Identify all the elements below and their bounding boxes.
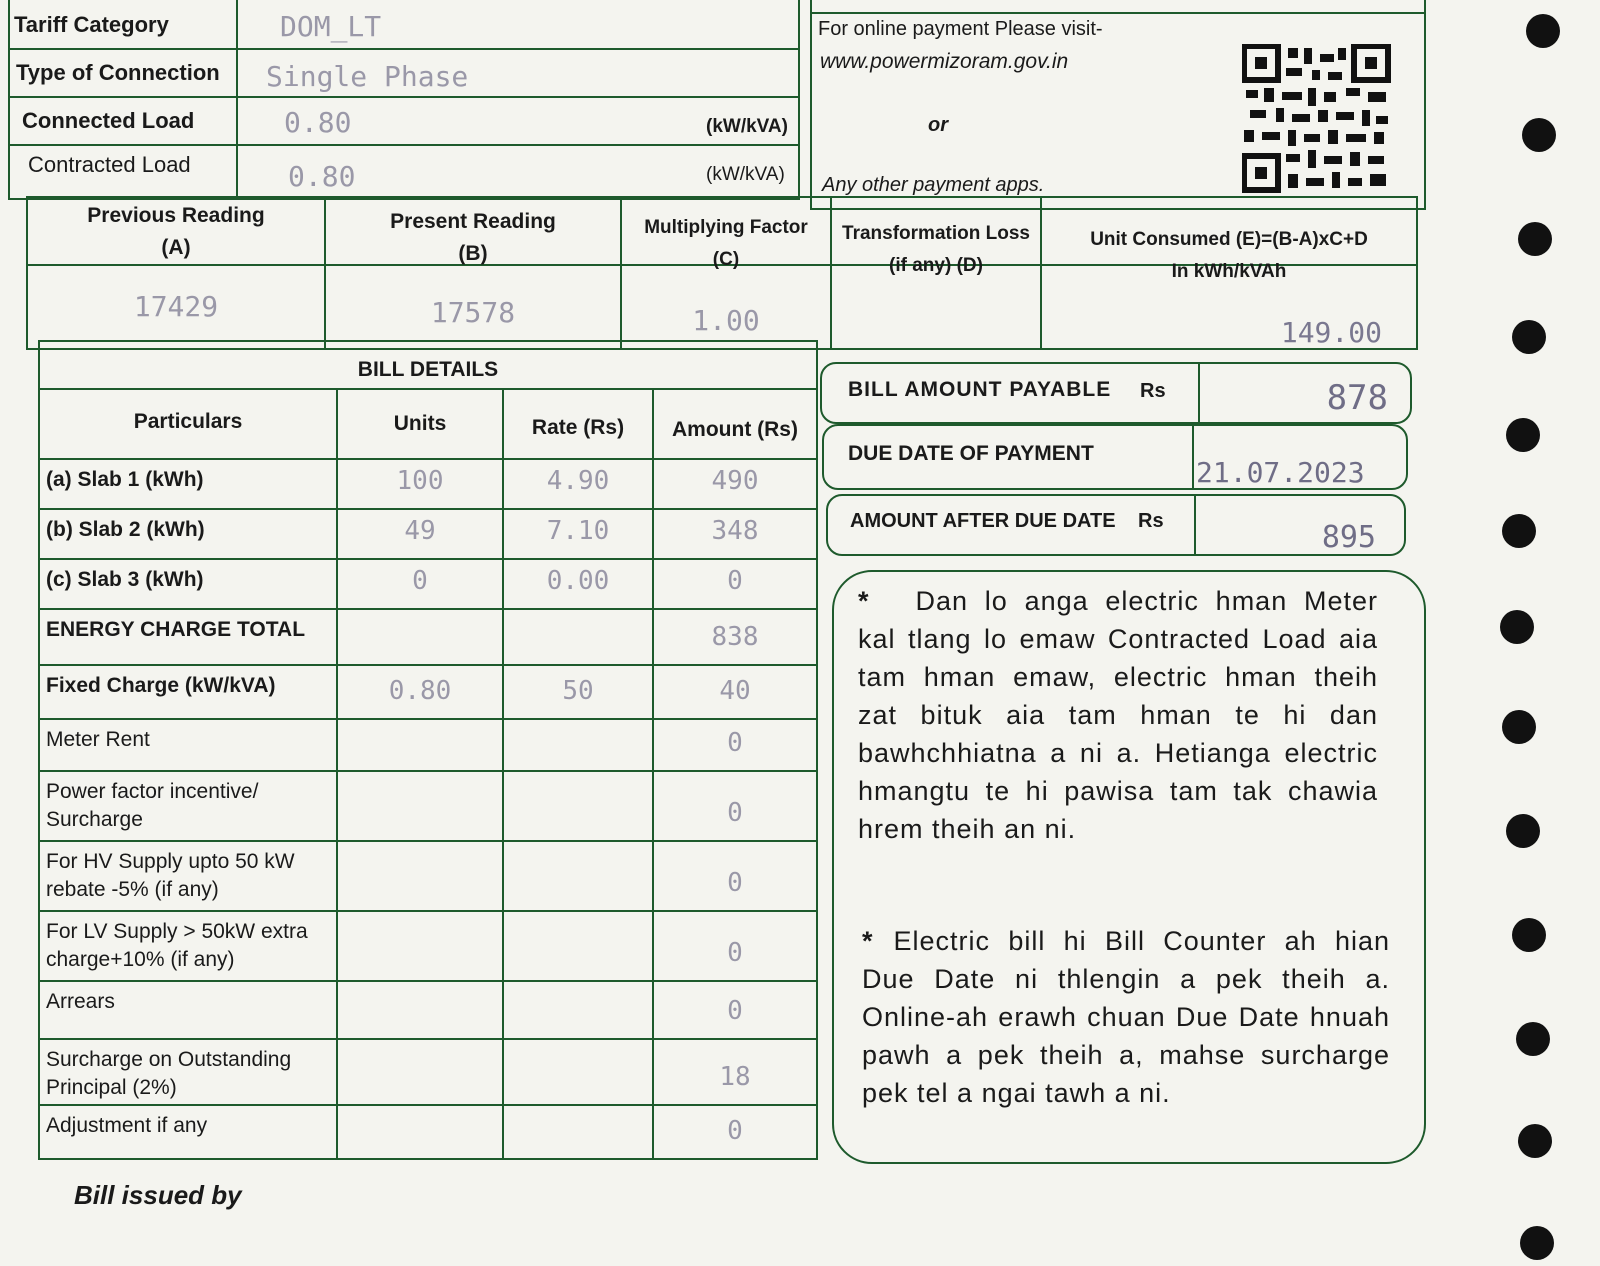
- connection-info-table: [8, 0, 800, 200]
- after-due-label: AMOUNT AFTER DUE DATE: [850, 510, 1116, 532]
- bill-amount-box: [820, 362, 1412, 424]
- contracted-load-row: [10, 146, 798, 198]
- note-bullet: *: [858, 586, 870, 616]
- header-unit-consumed: Unit Consumed (E)=(B-A)xC+D In kWh/kVAh: [1090, 229, 1368, 282]
- binder-hole: [1502, 514, 1536, 548]
- binder-hole: [1512, 918, 1546, 952]
- binder-hole: [1520, 1226, 1554, 1260]
- row-particular: (a) Slab 1 (kWh): [46, 468, 204, 491]
- row-amount: 0: [727, 938, 743, 968]
- row-amount: 490: [711, 466, 759, 496]
- row-particular: (c) Slab 3 (kWh): [46, 568, 204, 591]
- connected-load-unit: (kW/kVA): [706, 116, 788, 137]
- header-present-reading: Present Reading (B): [390, 210, 556, 265]
- table-row: [40, 1104, 816, 1158]
- payment-apps: Any other payment apps.: [822, 174, 1045, 196]
- row-particular: For HV Supply upto 50 kW rebate -5% (if any): [46, 850, 295, 901]
- after-due-value-box: [1194, 496, 1404, 554]
- column-rate: Rate (Rs): [531, 416, 625, 439]
- payment-or: or: [928, 114, 948, 136]
- bill-issued-by: Bill issued by: [74, 1180, 242, 1210]
- row-amount: 40: [719, 676, 751, 706]
- meter-reading-table: [26, 196, 1418, 350]
- row-units: 100: [396, 466, 444, 496]
- table-row: [40, 558, 816, 608]
- binder-hole: [1500, 610, 1534, 644]
- row-particular: Meter Rent: [46, 728, 150, 751]
- connection-type-row: [10, 50, 798, 98]
- contracted-load-label: Contracted Load: [28, 152, 191, 177]
- binder-hole: [1506, 418, 1540, 452]
- table-row: [40, 980, 816, 1038]
- note-1-text: Dan lo anga electric hman Meter kal tlang lo emaw Contracted Load aia tam hman emaw, electric hman theih zat bituk aia tam hman te hi dan bawhchhiatna a ni a. Hetianga electric hmangtu te hi pawisa tam tak chawia hrem theih an ni.: [858, 586, 1378, 844]
- bill-amount-value: 878: [1326, 378, 1388, 418]
- due-date-value-box: [1192, 426, 1406, 488]
- row-particular: (b) Slab 2 (kWh): [46, 518, 205, 541]
- header-multiplying-factor: Multiplying Factor (C): [644, 217, 808, 270]
- note-1: [858, 582, 1378, 848]
- bill-details-title: BILL DETAILS: [357, 358, 499, 381]
- table-row: [40, 840, 816, 910]
- binder-hole: [1516, 1022, 1550, 1056]
- binder-hole: [1518, 1124, 1552, 1158]
- row-amount: 0: [727, 996, 743, 1026]
- binder-hole: [1526, 14, 1560, 48]
- due-date-value: 21.07.2023: [1196, 456, 1365, 489]
- table-row: [40, 1038, 816, 1104]
- payment-line1: For online payment Please visit-: [818, 18, 1103, 40]
- row-amount: 0: [727, 868, 743, 898]
- table-row: [40, 608, 816, 664]
- row-rate: 50: [562, 676, 594, 706]
- bill-amount-label: BILL AMOUNT PAYABLE: [848, 378, 1112, 401]
- notes-box: [832, 570, 1426, 1164]
- connected-load-row: [10, 98, 798, 146]
- contracted-load-unit: (kW/kVA): [706, 164, 785, 185]
- multiplying-factor-value: 1.00: [692, 304, 760, 337]
- binder-hole: [1518, 222, 1552, 256]
- row-rate: 0.00: [546, 566, 610, 596]
- row-amount: 18: [719, 1062, 751, 1092]
- row-particular: Surcharge on Outstanding Principal (2%): [46, 1048, 292, 1099]
- present-reading-value: 17578: [430, 296, 516, 329]
- binder-hole: [1522, 118, 1556, 152]
- after-due-currency: Rs: [1138, 510, 1164, 532]
- tariff-category-value: DOM_LT: [280, 10, 382, 43]
- row-amount: 0: [727, 566, 743, 596]
- note-bullet: *: [862, 926, 874, 956]
- after-due-value: 895: [1321, 520, 1376, 555]
- connection-type-label: Type of Connection: [16, 60, 220, 85]
- row-amount: 838: [711, 622, 759, 652]
- table-row: [40, 718, 816, 770]
- row-particular: Power factor incentive/ Surcharge: [46, 780, 259, 831]
- tariff-category-label: Tariff Category: [14, 12, 169, 37]
- row-amount: 348: [711, 516, 759, 546]
- row-rate: 7.10: [546, 516, 610, 546]
- row-particular: Adjustment if any: [46, 1114, 208, 1137]
- row-units: 0: [412, 566, 428, 596]
- column-particulars: Particulars: [133, 410, 243, 433]
- row-amount: 0: [727, 798, 743, 828]
- row-particular: Fixed Charge (kW/kVA): [46, 674, 276, 697]
- connected-load-label: Connected Load: [22, 108, 195, 133]
- binder-hole: [1502, 710, 1536, 744]
- row-amount: 0: [727, 1116, 743, 1146]
- table-row: [40, 770, 816, 840]
- table-row: [40, 508, 816, 558]
- previous-reading-value: 17429: [133, 290, 219, 323]
- row-units: 0.80: [388, 676, 452, 706]
- payment-info-top-line: [812, 12, 1424, 14]
- payment-website[interactable]: www.powermizoram.gov.in: [820, 50, 1069, 73]
- due-date-box: [822, 424, 1408, 490]
- row-particular: For LV Supply > 50kW extra charge+10% (if any): [46, 920, 308, 971]
- bill-amount-currency: Rs: [1140, 380, 1166, 402]
- qr-code-icon: [1242, 44, 1392, 194]
- unit-consumed-value: 149.00: [1280, 316, 1382, 349]
- note-2-text: Electric bill hi Bill Counter ah hian Due Date ni thlengin a pek theih a. Online-ah erawh chuan Due Date hnuah pawh a pek theih a, mahse surcharge pek tel a ngai tawh a ni.: [862, 926, 1390, 1108]
- due-date-label: DUE DATE OF PAYMENT: [848, 442, 1094, 465]
- column-amount: Amount (Rs): [672, 418, 798, 441]
- note-2: [862, 922, 1390, 1112]
- table-row: [40, 458, 816, 508]
- row-particular: ENERGY CHARGE TOTAL: [46, 618, 306, 641]
- table-row: [40, 664, 816, 718]
- payment-info-box: [810, 0, 1426, 210]
- tariff-category-row: [10, 0, 798, 50]
- row-particular: Arrears: [46, 990, 115, 1013]
- row-rate: 4.90: [546, 466, 610, 496]
- binder-hole: [1512, 320, 1546, 354]
- header-transformation-loss: Transformation Loss (if any) (D): [842, 223, 1030, 276]
- bill-details-title-line: [40, 388, 816, 390]
- row-amount: 0: [727, 728, 743, 758]
- connection-type-value: Single Phase: [266, 60, 469, 93]
- after-due-box: [826, 494, 1406, 556]
- header-previous-reading: Previous Reading (A): [87, 204, 265, 259]
- binder-hole: [1506, 814, 1540, 848]
- row-units: 49: [404, 516, 436, 546]
- connected-load-value: 0.80: [284, 106, 352, 139]
- connection-info-divider: [236, 0, 238, 198]
- bill-amount-value-box: [1198, 364, 1410, 422]
- table-row: [40, 910, 816, 980]
- contracted-load-value: 0.80: [288, 160, 356, 193]
- column-units: Units: [393, 412, 447, 435]
- bill-details-table: [38, 340, 818, 1160]
